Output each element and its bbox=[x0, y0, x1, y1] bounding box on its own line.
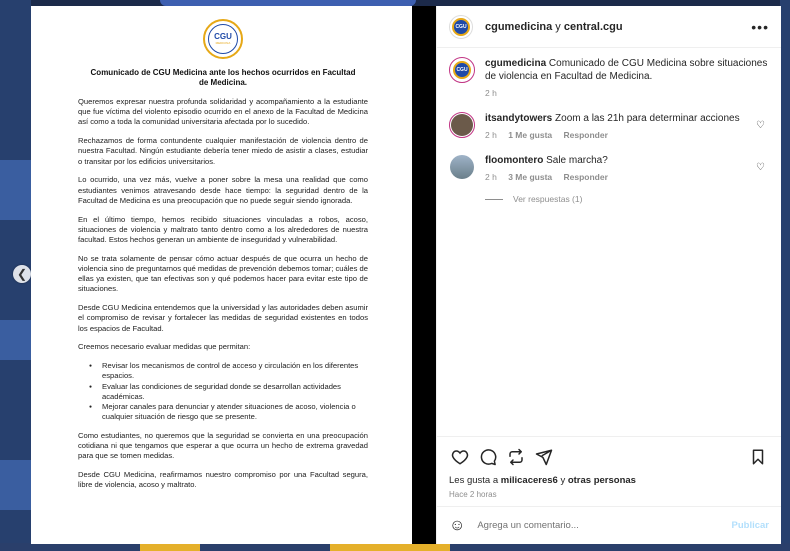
comment-text: Zoom a las 21h para determinar acciones bbox=[552, 113, 740, 124]
doc-paragraph: En el último tiempo, hemos recibido situaciones vinculadas a robos, acoso, situaciones de violencia y maltrato tanto dentro como a los alrededores de nuestra facultad. Estos hechos generan un ambiente de inseguridad y vulnerabilidad. bbox=[78, 214, 368, 245]
comment-username-link[interactable]: floomontero bbox=[485, 155, 544, 166]
comment-time: 2 h bbox=[485, 172, 497, 182]
comment-icon[interactable] bbox=[477, 446, 499, 468]
post-image-pane bbox=[31, 6, 436, 544]
doc-paragraph: No se trata solamente de pensar cómo actuar después de que ocurra un hecho de violencia sino de preguntarnos qué medidas de prevención debemos tomar; cuáles de ellas ya existen, que tan efectivas son y qué podemos hacer para evitar este tipo de situaciones. bbox=[78, 253, 369, 294]
reply-button[interactable]: Responder bbox=[563, 130, 608, 140]
author-username-link[interactable]: cgumedicina bbox=[485, 20, 553, 33]
doc-list-item: ● Evaluar las condiciones de seguridad donde se desarrollan actividades académicas. bbox=[100, 382, 368, 402]
comment-input[interactable] bbox=[477, 520, 731, 531]
post-comment-button[interactable]: Publicar bbox=[731, 520, 769, 531]
comment-time: 2 h bbox=[485, 130, 497, 140]
replies-divider bbox=[485, 199, 503, 200]
cgu-logo bbox=[203, 19, 243, 59]
doc-paragraph: Creemos necesario evaluar medidas que permitan: bbox=[78, 342, 251, 352]
background-bottom bbox=[0, 543, 790, 551]
doc-paragraph: Desde CGU Medicina entendemos que la universidad y las autoridades deben asumir el compromiso de revisar y fortalecer las medidas de seguridad existentes en todos los espacios de Facultad. bbox=[78, 303, 368, 333]
header-connector: y bbox=[552, 20, 564, 33]
avatar[interactable] bbox=[449, 154, 475, 180]
post-actions bbox=[437, 436, 781, 499]
chevron-left-icon: ❮ bbox=[16, 267, 28, 281]
likes-summary bbox=[449, 475, 769, 486]
collaborator-username-link[interactable]: central.cgu bbox=[563, 20, 623, 33]
comment-likes[interactable]: 1 Me gusta bbox=[508, 130, 553, 140]
logo-text: CGU bbox=[214, 32, 232, 41]
previous-post-button[interactable] bbox=[13, 265, 31, 283]
doc-paragraph: Desde CGU Medicina, reafirmamos nuestro compromiso por una Facultad segura, libre de violencia, acoso y maltrato. bbox=[78, 470, 368, 490]
reply-button[interactable]: Responder bbox=[563, 172, 608, 182]
heart-icon[interactable] bbox=[449, 446, 471, 468]
caption bbox=[449, 57, 769, 100]
avatar[interactable]: CGU bbox=[449, 57, 475, 83]
comments-list bbox=[437, 49, 781, 435]
background-right bbox=[780, 0, 790, 551]
share-icon[interactable] bbox=[505, 446, 527, 468]
liker-username-link[interactable]: milicaceres6 bbox=[500, 475, 558, 486]
likes-prefix: Les gusta a bbox=[449, 475, 501, 486]
doc-list bbox=[100, 361, 368, 422]
more-horizontal-icon[interactable]: ••• bbox=[751, 18, 769, 35]
comment-text: Sale marcha? bbox=[543, 155, 608, 166]
comment-likes[interactable]: 3 Me gusta bbox=[508, 172, 553, 182]
caption-username-link[interactable]: cgumedicina bbox=[485, 58, 547, 69]
likes-mid: y bbox=[557, 475, 568, 486]
document-title: Comunicado de CGU Medicina ante los hechos ocurridos en Facultad de Medicina. bbox=[90, 68, 356, 87]
comment-composer bbox=[437, 506, 781, 544]
document-body bbox=[78, 68, 368, 499]
avatar[interactable]: CGU bbox=[449, 15, 473, 39]
emoji-icon[interactable]: ☺ bbox=[449, 516, 466, 534]
post-author bbox=[485, 21, 751, 33]
logo-subtext: MEDICINA bbox=[215, 41, 231, 45]
view-replies-button[interactable] bbox=[485, 194, 769, 204]
post-timestamp: Hace 2 horas bbox=[449, 490, 497, 499]
document-image bbox=[31, 6, 412, 544]
caption-text: Comunicado de CGU Medicina sobre situaciones de violencia en Facultad de Medicina. bbox=[485, 58, 768, 82]
view-replies-label: Ver respuestas (1) bbox=[513, 194, 583, 204]
doc-paragraph: Lo ocurrido, una vez más, vuelve a poner sobre la mesa una realidad que como estudiantes venimos atravesando desde hace tiempo: la seguridad dentro de la Facultad de Medicina es una preocupación que no puede seguir siendo ignorada. bbox=[78, 175, 368, 205]
comment-username-link[interactable]: itsandytowers bbox=[485, 113, 553, 124]
doc-list-item: ● Mejorar canales para denunciar y atender situaciones de acoso, violencia o cualquier situación de riesgo que se presente. bbox=[100, 402, 368, 422]
caption-time: 2 h bbox=[485, 88, 497, 98]
others-link[interactable]: otras personas bbox=[567, 475, 636, 486]
bookmark-icon[interactable] bbox=[747, 446, 769, 468]
send-icon[interactable] bbox=[533, 446, 555, 468]
like-comment-heart-icon[interactable]: ♡ bbox=[756, 162, 765, 173]
doc-paragraph: Rechazamos de forma contundente cualquier manifestación de violencia dentro de nuestra Facultad. Ningún estudiante debería tener miedo de asistir a clases, estudiar o transitar por los edificios universitarios. bbox=[78, 136, 368, 166]
avatar[interactable] bbox=[449, 112, 475, 138]
post-side-panel bbox=[436, 6, 781, 544]
doc-paragraph: Queremos expresar nuestra profunda solidaridad y acompañamiento a la estudiante que fue víctima del violento episodio ocurrido en el anexo de la Facultad de Medicina así como a toda la comunidad universitaria afectada por lo sucedido. bbox=[78, 97, 368, 127]
doc-paragraph: Como estudiantes, no queremos que la seguridad se convierta en una preocupación cotidiana ni que tengamos que esperar a que ocurra un hecho de extrema gravedad para que se tomen medidas. bbox=[78, 431, 368, 461]
doc-list-item: ● Revisar los mecanismos de control de acceso y circulación en los diferentes espacios. bbox=[100, 361, 368, 381]
comment-row bbox=[449, 154, 769, 184]
post-header bbox=[437, 6, 781, 48]
comment-row bbox=[449, 112, 769, 142]
like-comment-heart-icon[interactable]: ♡ bbox=[756, 120, 765, 131]
